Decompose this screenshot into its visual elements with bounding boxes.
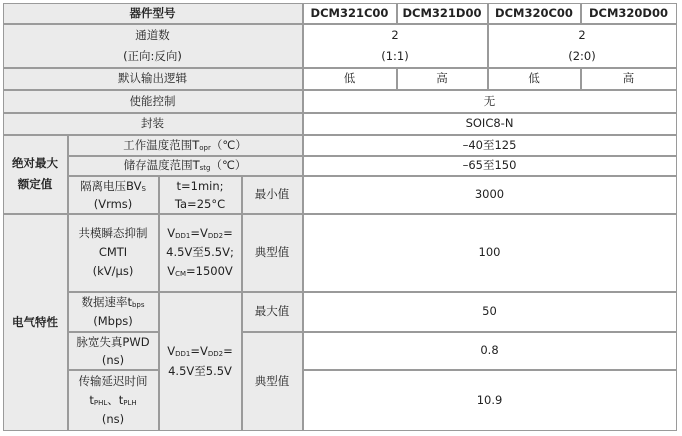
- default-output-label: 默认输出逻辑: [3, 68, 303, 90]
- cmti-value: 100: [303, 214, 677, 292]
- default-output-value: 低: [303, 68, 397, 90]
- channels-label: 通道数 (正向:反向): [3, 24, 303, 68]
- storage-temp-label: 储存温度范围$T_{stg}(℃)$: [68, 156, 303, 176]
- prop-delay-label: 传输延迟时间 $t_{PHL}$、$t_{PLH}$ (ns): [68, 370, 159, 431]
- data-rate-value: 50: [303, 292, 677, 332]
- isolation-voltage-label: 隔离电压$BV_S$ (Vrms): [68, 176, 159, 214]
- cmti-label: 共模瞬态抑制 CMTI (kV/μs): [68, 214, 159, 292]
- operating-temp-value: –40至125: [303, 135, 677, 156]
- default-output-value: 高: [581, 68, 677, 90]
- package-label: 封装: [3, 113, 303, 135]
- channels-group2-value: 2 (2:0): [488, 24, 677, 68]
- isolation-stat: 最小值: [242, 176, 303, 214]
- cmti-stat: 典型值: [242, 214, 303, 292]
- package-value: SOIC8-N: [303, 113, 677, 135]
- operating-temp-label: 工作温度范围$T_{opr}(℃)$: [68, 135, 303, 156]
- model-name: DCM320C00: [488, 3, 581, 24]
- data-rate-stat: 最大值: [242, 292, 303, 332]
- enable-control-label: 使能控制: [3, 90, 303, 113]
- storage-temp-value: –65至150: [303, 156, 677, 176]
- shared-condition: $V_{DD1}=V_{DD2}=$ 4.5V至5.5V: [159, 292, 242, 431]
- channels-group1-value: 2 (1:1): [303, 24, 488, 68]
- typical-stat: 典型值: [242, 332, 303, 431]
- abs-max-section-label: 绝对最大 额定值: [3, 135, 68, 214]
- spec-table: [3, 3, 676, 431]
- default-output-value: 低: [488, 68, 581, 90]
- electrical-section-label: 电气特性: [3, 214, 68, 431]
- enable-control-value: 无: [303, 90, 677, 113]
- cmti-condition: $V_{DD1}=V_{DD2}=$ 4.5V至5.5V; $V_{CM}=1500V$: [159, 214, 242, 292]
- isolation-condition: t=1min; Ta=25°C: [159, 176, 242, 214]
- model-name: DCM321C00: [303, 3, 397, 24]
- prop-delay-value: 10.9: [303, 370, 677, 431]
- isolation-value: 3000: [303, 176, 677, 214]
- model-header-label: 器件型号: [3, 3, 303, 24]
- pwd-value: 0.8: [303, 332, 677, 370]
- model-name: DCM320D00: [581, 3, 677, 24]
- model-name: DCM321D00: [397, 3, 488, 24]
- default-output-value: 高: [397, 68, 488, 90]
- pwd-label: 脉宽失真PWD (ns): [68, 332, 159, 370]
- data-rate-label: 数据速率$t_{bps}$ (Mbps): [68, 292, 159, 332]
